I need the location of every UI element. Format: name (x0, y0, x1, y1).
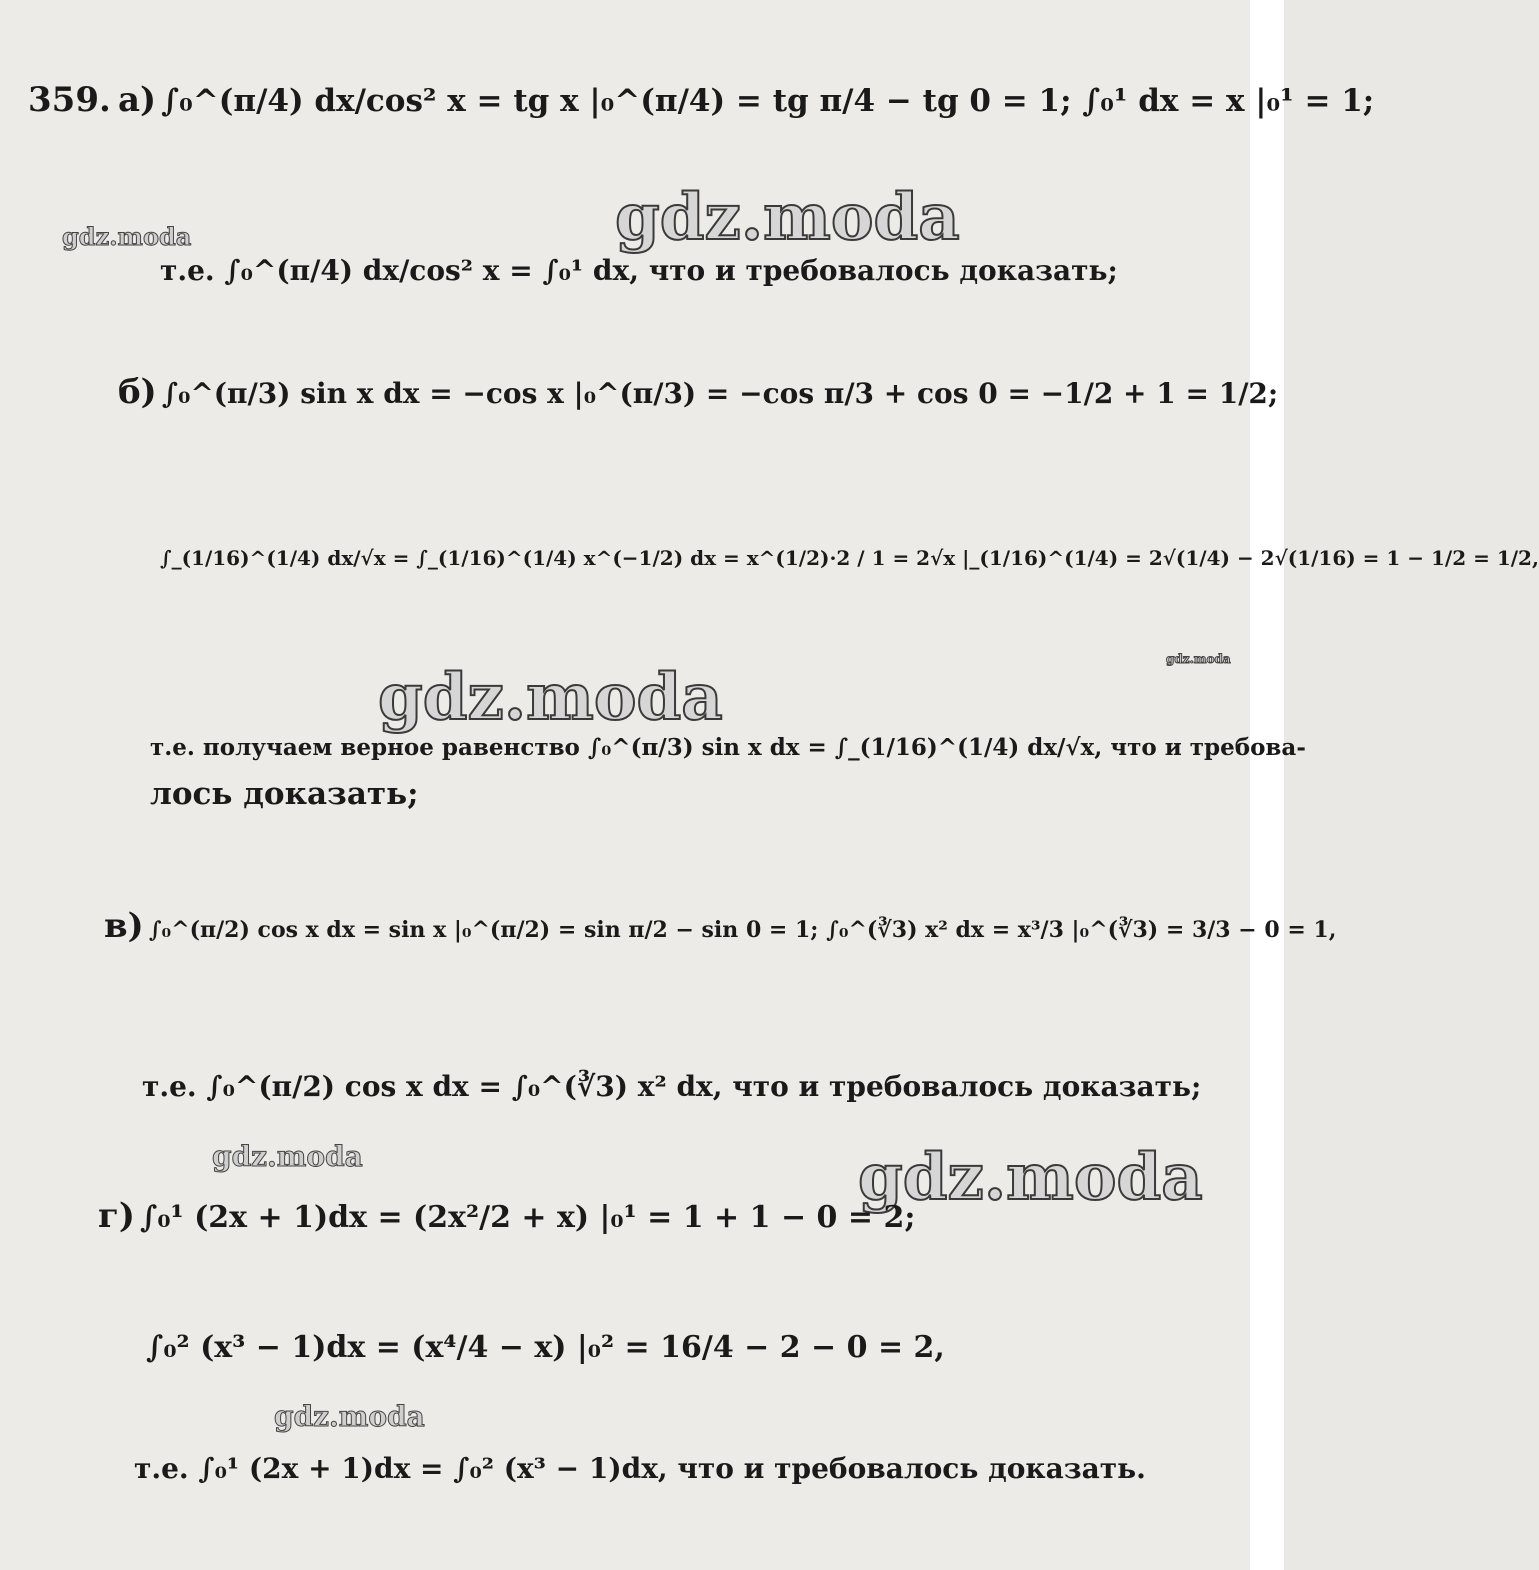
part-g-conclusion-text: т.е. ∫₀¹ (2x + 1)dx = ∫₀² (x³ − 1)dx, что и требовалось доказать. (134, 1452, 1146, 1485)
part-v-label: в) (104, 906, 144, 946)
watermark: gdz.moda (615, 180, 960, 255)
part-b-equation-1: ∫₀^(π/3) sin x dx = −cos x |₀^(π/3) = −cos π/3 + cos 0 = −1/2 + 1 = 1/2; (161, 377, 1279, 410)
part-g-label: г) (98, 1196, 135, 1236)
part-b-equation-2: ∫_(1/16)^(1/4) dx/√x = ∫_(1/16)^(1/4) x^(−1/2) dx = x^(1/2)·2 / 1 = 2√x |_(1/16)^(1/4) = 2√(1/4) − 2√(1/16) = 1 − 1/2 = 1/2, (160, 546, 1539, 570)
part-g (98, 1196, 915, 1236)
watermark: gdz.moda (212, 1140, 363, 1173)
part-v-conclusion (142, 1070, 1201, 1103)
part-g-conclusion (134, 1452, 1146, 1485)
watermark: gdz.moda (858, 1140, 1203, 1215)
part-g-equation-1: ∫₀¹ (2x + 1)dx = (2x²/2 + x) |₀¹ = 1 + 1 − 0 = 2; (140, 1200, 916, 1235)
part-b-conclusion (150, 734, 1306, 761)
part-b-label: б) (118, 372, 157, 412)
watermark: gdz.moda (1166, 652, 1231, 666)
watermark: gdz.moda (378, 660, 723, 735)
part-g-equation-2-row (146, 1330, 945, 1365)
part-b-conclusion-end-text: лось доказать; (150, 776, 419, 812)
part-b (118, 372, 1278, 412)
part-a-conclusion (160, 254, 1118, 287)
page-edge (1250, 0, 1284, 1570)
part-a (118, 80, 1374, 120)
part-a-equation-1: ∫₀^(π/4) dx/cos² x = tg x |₀^(π/4) = tg π/4 − tg 0 = 1; ∫₀¹ dx = x |₀¹ = 1; (161, 83, 1375, 119)
part-g-equation-2: ∫₀² (x³ − 1)dx = (x⁴/4 − x) |₀² = 16/4 − 2 − 0 = 2, (146, 1330, 945, 1365)
part-v-equation-1: ∫₀^(π/2) cos x dx = sin x |₀^(π/2) = sin π/2 − sin 0 = 1; ∫₀^(∛3) x² dx = x³/3 |₀^(∛3) = 3/3 − 0 = 1, (148, 917, 1337, 943)
part-b-equation-2-row (160, 546, 1539, 570)
part-a-conclusion-text: т.е. ∫₀^(π/4) dx/cos² x = ∫₀¹ dx, что и требовалось доказать; (160, 254, 1118, 287)
part-b-conclusion-end (150, 776, 419, 812)
part-a-label: а) (118, 80, 157, 120)
problem-number: 359. (28, 80, 111, 120)
part-b-conclusion-text: т.е. получаем верное равенство ∫₀^(π/3) sin x dx = ∫_(1/16)^(1/4) dx/√x, что и требова- (150, 734, 1306, 761)
part-v-conclusion-text: т.е. ∫₀^(π/2) cos x dx = ∫₀^(∛3) x² dx, что и требовалось доказать; (142, 1070, 1202, 1103)
part-v (104, 906, 1336, 946)
watermark: gdz.moda (62, 222, 192, 251)
watermark: gdz.moda (274, 1400, 425, 1433)
